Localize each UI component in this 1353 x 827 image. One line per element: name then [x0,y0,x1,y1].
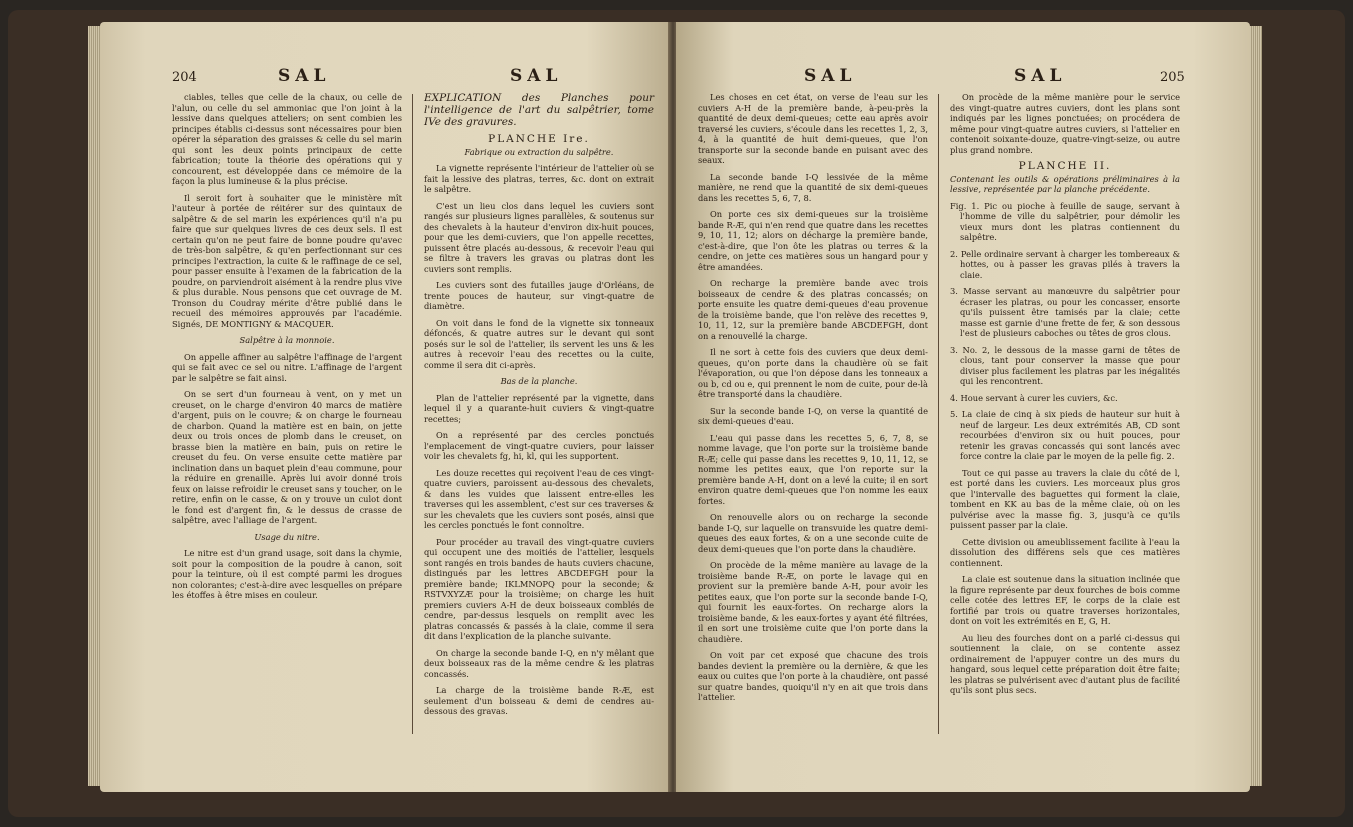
plate-heading: PLANCHE II. [1018,160,1112,172]
paragraph: Cette division ou ameublissement facilite à l'eau la dissolution des différens sels que ces matières contiennent. [950,536,1180,568]
section-caption: Bas de la planche. [500,376,578,386]
figure-item: 2. Pelle ordinaire servant à charger les tombereaux & hottes, ou à passer les gravas pilés à travers la claie. [950,248,1180,280]
right-page-edges [1248,26,1262,786]
plate-subtitle: Contenant les outils & opérations préliminaires à la lessive, représentée par la planche précédente. [950,173,1180,194]
right-page [676,22,1250,792]
page-number-left: 204 [172,70,197,85]
paragraph: On recharge la première bande avec trois boisseaux de cendre & des platras concassés; on porte ensuite les quatre demi-queues d'eau provenue de la troisième bande, que l'on relève des recettes 9, 10, 11, 12, sur la première bande ABCDEFGH, dont on a renouvellé la charge. [698,278,928,341]
paragraph: La vignette représente l'intérieur de l'attelier où se fait la lessive des platras, terres, &c. dont on extrait le salpêtre. [424,163,654,194]
paragraph: Les douze recettes qui reçoivent l'eau de ces vingt-quatre cuviers, paroissent au-dessous des chevalets, & dans les vuides que laissent entre-elles les traverses qui les assemblent, c'est sur ces traverses & sur les chevalets que les cuviers sont posés, ainsi que les cercles ponctués le font connoître. [424,467,654,530]
running-header-right-2: SAL [1014,66,1067,86]
paragraph: La charge de la troisième bande R-Æ, est seulement d'un boisseau & demi de cendres au-dessous des gravas. [424,685,654,716]
figure-item: Fig. 1. Pic ou pioche à feuille de sauge, servant à l'homme de ville du salpêtrier, pour démolir les vieux murs dont les platras contiennent du salpêtre. [950,200,1180,242]
paragraph: On porte ces six demi-queues sur la troisième bande R-Æ, qui n'en rend que quatre dans les recettes 9, 10, 11, 12; alors on décharge la première bande, c'est-à-dire, que l'on ôte les platras ou terres & la cendre, on jette ces matières sous un hangard pour y être amandées. [698,209,928,272]
paragraph: On procède de la même manière au lavage de la troisième bande R-Æ, on porte le lavage qui en provient sur la première bande A-H, pour avoir les petites eaux, que l'on porte sur la seconde bande I-Q, qui fournit les eaux-fortes. On recharge alors la troisième bande, & les eaux-fortes y ayant été filtrées, il en sort une troisième cuite que l'on porte dans la chaudière. [698,560,928,644]
right-column-2 [950,92,1180,702]
plate-heading: PLANCHE Ire. [488,133,590,145]
paragraph: Il ne sort à cette fois des cuviers que deux demi-queues, qu'on porte dans la chaudière où se fait l'évaporation, ou que l'on dépose dans les tonneaux a ou b, cd ou e, qui prennent le nom de cuite, pour de-là être transporté dans la chaudière. [698,347,928,399]
paragraph: On voit par cet exposé que chacune des trois bandes devient la première ou la dernière, & que les eaux ou cuites que l'on porte à la chaudière, ont passé sur quatre bandes, quoiqu'il n'y en ait que trois dans l'attelier. [698,650,928,702]
paragraph: On procède de la même manière pour le service des vingt-quatre autres cuviers, dont les plans sont indiqués par les lignes ponctuées; on procédera de même pour vingt-quatre autres cuviers, si l'attelier en contenoit soixante-douze, quatre-vingt-seize, ou autre plus grand nombre. [950,92,1180,155]
paragraph: Les cuviers sont des futailles jauge d'Orléans, de trente pouces de hauteur, sur vingt-quatre de diamètre. [424,280,654,311]
right-column-1 [698,92,928,709]
left-column-1 [172,92,402,607]
paragraph: On renouvelle alors ou on recharge la seconde bande I-Q, sur laquelle on transvuide les quatre demi-queues des eaux fortes, & on a une seconde cuite de deux demi-queues que l'on porte dans la chaudière. [698,512,928,554]
figure-item: 5. La claie de cinq à six pieds de hauteur sur huit à neuf de largeur. Les deux extrémités AB, CD sont recourbées d'environ six ou huit pouces, pour retenir les gravas concassés qui sont lancés avec force contre la claie par le moyen de la pelle fig. 2. [950,409,1180,461]
paragraph: Il seroit fort à souhaiter que le ministère mît l'auteur à portée de réitérer sur des quintaux de salpêtre & de sel marin les expériences qu'il n'a pu faire que sur quelques livres de ces deux sels. Il est certain qu'on ne peut faire de bonne poudre qu'avec de très-bon salpêtre, & qu'en perfectionnant sur ces principes l'extraction, la cuite & le raffinage de ce sel, pour passer ensuite à l'examen de la fabrication de la poudre, on parviendroit aisément à la rendre plus vive & plus durable. Nous pensons que cet ouvrage de M. Tronson du Coudray mérite d'être publié dans le recueil des mémoires approuvés par l'académie. Signés, DE MONTIGNY & MACQUER. [172,192,402,329]
paragraph: On se sert d'un fourneau à vent, on y met un creuset, on le charge d'environ 40 marcs de matière d'argent, puis on le couvre; & on charge le fourneau de charbon. Quand la matière est en bain, on jette deux ou trois onces de plomb dans le creuset, on brasse bien la matière en bain, puis on retire le creuset du feu. On verse ensuite cette matière par inclination dans un baquet plein d'eau commune, pour la réduire en grenaille. Après lui avoir donné trois feux on laisse refroidir le creuset sans y toucher, on le retire, enfin on le casse, & on y trouve un culot dont le fond est d'argent fin, & le dessus de crasse de salpêtre, avec l'alliage de l'argent. [172,389,402,525]
section-caption: Salpêtre à la monnoie. [239,335,335,345]
paragraph: La claie est soutenue dans la situation inclinée que la figure représente par deux fourches de bois comme celle cotée des lettres EF, le corps de la claie est fortifié par trois ou quatre traverses horizontales, dont on voit les extrémités en E, G, H. [950,574,1180,626]
page-number-right: 205 [1160,70,1185,85]
paragraph: Plan de l'attelier représenté par la vignette, dans lequel il y a quarante-huit cuviers & vingt-quatre recettes; [424,392,654,424]
paragraph: On voit dans le fond de la vignette six tonneaux défoncés, & quatre autres sur le devant qui sont posés sur le sol de l'attelier, ils servent les uns & les autres à recevoir l'eau des recettes ou la cuite, comme il sera dit ci-après. [424,317,654,370]
paragraph: La seconde bande I-Q lessivée de la même manière, ne rend que la quantité de six demi-queues dans les recettes 5, 6, 7, 8. [698,171,928,203]
paragraph: C'est un lieu clos dans lequel les cuviers sont rangés sur plusieurs lignes parallèles, & soutenus sur des chevalets à la hauteur d'environ dix-huit pouces, pour que les demi-cuviers, que l'on appelle recettes, puissent être placés au-dessous, & recevoir l'eau qui se filtre à travers les gravas ou platras dont les cuviers sont remplis. [424,200,654,274]
paragraph: Les choses en cet état, on verse de l'eau sur les cuviers A-H de la première bande, à-peu-près la quantité de deux demi-queues; cette eau après avoir traversé les cuviers, s'écoule dans les recettes 1, 2, 3, 4, à la quantité de huit demi-queues, que l'on transporte sur la seconde bande en puisant avec des seaux. [698,92,928,165]
running-header-right-1: SAL [804,66,857,86]
left-page [100,22,672,792]
left-column-2 [424,92,654,723]
paragraph: Le nitre est d'un grand usage, soit dans la chymie, soit pour la composition de la poudre à canon, soit pour la teinture, où il est compté parmi les drogues non colorantes; c'est-à-dire avec lesquelles on prépare les étoffes à être mises en couleur. [172,548,402,600]
running-header-left-1: SAL [278,66,331,86]
paragraph: L'eau qui passe dans les recettes 5, 6, 7, 8, se nomme lavage, que l'on porte sur la troisième bande R-Æ; celle qui passe dans les recettes 9, 10, 11, 12, se nomme les petites eaux, que l'on reporte sur la première bande A-H, dont on a levé la cuite; il en sort environ quatre demi-queues que l'on nomme les eaux fortes. [698,432,928,506]
figure-item: 3. No. 2, le dessous de la masse garni de têtes de clous, tant pour conserver la masse que pour diviser plus facilement les platras par les inégalités qui les rencontrent. [950,344,1180,386]
figure-item: 4. Houe servant à curer les cuviers, &c. [950,392,1118,403]
paragraph: Au lieu des fourches dont on a parlé ci-dessus qui soutiennent la claie, on se contente assez ordinairement de l'appuyer contre un des murs du hangard, sous lequel cette préparation doit être faite; les platras se pulvérisent avec d'autant plus de facilité qu'ils sont plus secs. [950,632,1180,695]
figure-item: 3. Masse servant au manœuvre du salpêtrier pour écraser les platras, ou pour les concasser, ensorte qu'ils puissent être tamisés par la claie; cette masse est garnie d'une frette de fer, & son dessous l'est de plusieurs caboches ou têtes de gros clous. [950,286,1180,338]
section-caption: Usage du nitre. [254,531,320,542]
column-rule [938,94,939,734]
explication-title: EXPLICATION des Planches pour l'intelligence de l'art du salpêtrier, tome IVe des gravures. [424,92,654,128]
running-header-left-2: SAL [510,66,563,86]
paragraph: ciables, telles que celle de la chaux, ou celle de l'alun, ou celle du sel ammoniac que l'on joint à la lessive dans quelques atteliers; on sent combien les principes établis ci-dessus sont nécessaires pour bien opérer la séparation des graisses & celle du sel marin qui sont les deux points principaux de cette fabrication; toute la théorie des opérations qui y concourent, est développée dans ce mémoire de la façon la plus lumineuse & la plus précise. [172,92,402,186]
paragraph: On appelle affiner au salpêtre l'affinage de l'argent qui se fait avec ce sel ou nitre. L'affinage de l'argent par le salpêtre se fait ainsi. [172,351,402,383]
paragraph: On a représenté par des cercles ponctués l'emplacement de vingt-quatre cuviers, pour laisser voir les chevalets fg, hi, kl, qui les supportent. [424,430,654,461]
column-rule [412,94,413,734]
paragraph: Pour procéder au travail des vingt-quatre cuviers qui occupent une des moitiés de l'attelier, lesquels sont rangés en trois bandes de hauts cuviers chacune, distingués par les lettres ABCDEFGH pour la première bande; IKLMNOPQ pour la seconde; & RSTVXYZÆ pour la troisième; on charge les huit premiers cuviers A-H de deux boisseaux comblés de cendre, par-dessus lesquels on remplit avec les platras concassés & passés à la claie, comme il sera dit dans l'explication de la planche suivante. [424,536,654,641]
paragraph: On charge la seconde bande I-Q, en n'y mêlant que deux boisseaux ras de la même cendre & les platras concassés. [424,647,654,679]
paragraph: Tout ce qui passe au travers la claie du côté de l, est porté dans les cuviers. Les morceaux plus gros que l'intervalle des baguettes qui forment la claie, tombent en KK au bas de la même claie, où on les pulvérise avec la masse fig. 3, jusqu'à ce qu'ils puissent passer par la claie. [950,467,1180,530]
plate-subtitle: Fabrique ou extraction du salpêtre. [464,146,614,157]
paragraph: Sur la seconde bande I-Q, on verse la quantité de six demi-queues d'eau. [698,405,928,426]
